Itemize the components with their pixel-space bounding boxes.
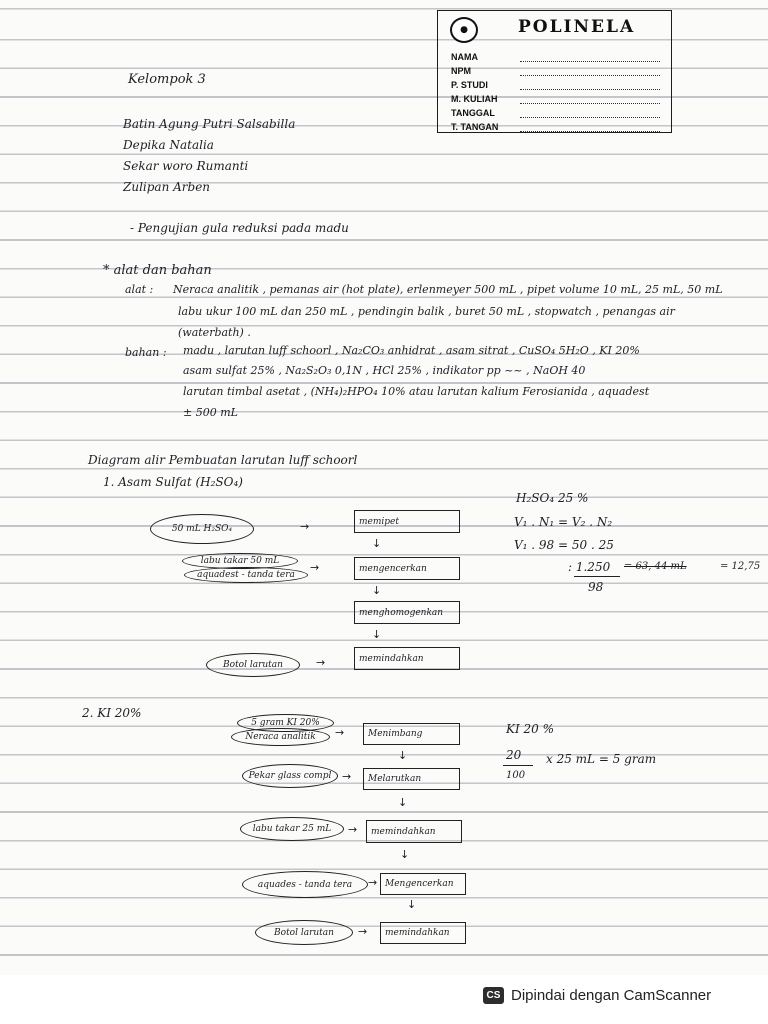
camscanner-badge <box>483 987 711 1004</box>
step-box-mengencerkan: mengencerkan <box>354 557 460 580</box>
arrow-down: ↓ <box>398 796 408 809</box>
arrow-right: → <box>310 561 320 574</box>
oval-aquadest: aquadest - tanda tera <box>184 567 308 583</box>
alat-line: (waterbath) . <box>178 326 251 339</box>
step-box-memindahkan: memindahkan <box>380 922 466 944</box>
bahan-line: asam sulfat 25% , Na₂S₂O₃ 0,1N , HCl 25% , indikator pp ~~ , NaOH 40 <box>183 364 586 377</box>
arrow-down: ↓ <box>372 584 382 597</box>
field-label-npm: NPM <box>451 66 471 76</box>
member-name: Zulipan Arben <box>123 180 211 194</box>
calc-expression: x 25 mL = 5 gram <box>546 752 657 766</box>
calc-fraction-denominator: 98 <box>588 580 604 594</box>
calc-fraction-denominator: 100 <box>506 770 526 781</box>
arrow-right: → <box>368 876 378 889</box>
step-box-memindahkan: memindahkan <box>354 647 460 670</box>
arrow-right: → <box>335 726 345 739</box>
field-label-prodi: P. STUDI <box>451 80 488 90</box>
alat-line: labu ukur 100 mL dan 250 mL , pendingin balik , buret 50 mL , stopwatch , penangas air <box>178 305 675 318</box>
institution-name: POLINELA <box>518 17 636 37</box>
step-box-menghomogenkan: menghomogenkan <box>354 601 460 624</box>
calc-result: = 12,75 <box>720 561 761 572</box>
alat-line: Neraca analitik , pemanas air (hot plate), erlenmeyer 500 mL , pipet volume 10 mL, 25 mL, 50 mL <box>173 283 723 296</box>
step-box-memipet: memipet <box>354 510 460 533</box>
arrow-right: → <box>348 823 358 836</box>
oval-h2so4: 50 mL H₂SO₄ <box>150 514 254 544</box>
bahan-line: larutan timbal asetat , (NH₄)₂HPO₄ 10% atau larutan kalium Ferosianida , aquadest <box>183 385 650 398</box>
arrow-right: → <box>300 520 310 533</box>
oval-botol-larutan: Botol larutan <box>255 920 353 945</box>
step-box-mengencerkan: Mengencerkan <box>380 873 466 895</box>
alat-label: alat : <box>125 283 154 296</box>
topic-line: - Pengujian gula reduksi pada madu <box>130 221 349 235</box>
header-form-box <box>437 10 672 133</box>
section1-title: 1. Asam Sulfat (H₂SO₄) <box>103 475 243 489</box>
step-box-menimbang: Menimbang <box>363 723 460 745</box>
arrow-down: ↓ <box>372 628 382 641</box>
materials-heading: * alat dan bahan <box>103 263 212 278</box>
fraction-bar <box>503 765 533 766</box>
calc-line: KI 20 % <box>506 722 555 736</box>
group-title: Kelompok 3 <box>128 72 206 87</box>
arrow-down: ↓ <box>400 848 410 861</box>
arrow-right: → <box>342 770 352 783</box>
field-line <box>520 89 660 90</box>
bahan-label: bahan : <box>125 346 167 359</box>
arrow-right: → <box>358 925 368 938</box>
member-name: Depika Natalia <box>123 138 214 152</box>
oval-aquades-tanda-tera: aquades - tanda tera <box>242 871 368 898</box>
arrow-right: → <box>316 656 326 669</box>
member-name: Sekar woro Rumanti <box>123 159 249 173</box>
field-line <box>520 117 660 118</box>
diagram-title: Diagram alir Pembuatan larutan luff schoorl <box>88 453 358 467</box>
calc-line: V₁ . N₁ = V₂ . N₂ <box>514 515 613 529</box>
arrow-down: ↓ <box>372 537 382 550</box>
calc-fraction-numerator: 20 <box>506 748 522 762</box>
field-line <box>520 61 660 62</box>
bahan-line: madu , larutan luff schoorl , Na₂CO₃ anhidrat , asam sitrat , CuSO₄ 5H₂O , KI 20% <box>183 344 640 357</box>
arrow-down: ↓ <box>407 898 417 911</box>
field-line <box>520 103 660 104</box>
calc-fraction-numerator: : 1.250 <box>568 560 611 574</box>
calc-line: V₁ . 98 = 50 . 25 <box>514 538 614 552</box>
oval-labu-takar: labu takar 50 mL <box>182 553 298 569</box>
camscanner-text: Dipindai dengan CamScanner <box>511 987 712 1004</box>
oval-botol-larutan: Botol larutan <box>206 653 300 677</box>
oval-5-gram-ki: 5 gram KI 20% <box>237 714 334 732</box>
field-label-nama: NAMA <box>451 52 478 62</box>
oval-neraca-analitik: Neraca analitik <box>231 728 330 746</box>
oval-labu-takar-25: labu takar 25 mL <box>240 817 344 841</box>
field-line <box>520 75 660 76</box>
calc-struck-value: = 63, 44 mL <box>624 561 687 572</box>
field-line <box>520 131 660 132</box>
field-label-tanggal: TANGGAL <box>451 108 495 118</box>
section2-title: 2. KI 20% <box>82 706 142 720</box>
bahan-line: ± 500 mL <box>183 406 238 419</box>
step-box-melarutkan: Melarutkan <box>363 768 460 790</box>
polinela-logo-icon: ● <box>450 17 478 43</box>
camscanner-logo-icon: CS <box>483 987 504 1004</box>
fraction-bar <box>574 576 620 577</box>
field-label-ttangan: T. TANGAN <box>451 122 499 132</box>
arrow-down: ↓ <box>398 749 408 762</box>
field-label-mkuliah: M. KULIAH <box>451 94 498 104</box>
oval-pekar-glass: Pekar glass compl <box>242 764 338 788</box>
step-box-memindahkan: memindahkan <box>366 820 462 843</box>
calc-line: H₂SO₄ 25 % <box>516 491 589 505</box>
member-name: Batin Agung Putri Salsabilla <box>123 117 296 131</box>
